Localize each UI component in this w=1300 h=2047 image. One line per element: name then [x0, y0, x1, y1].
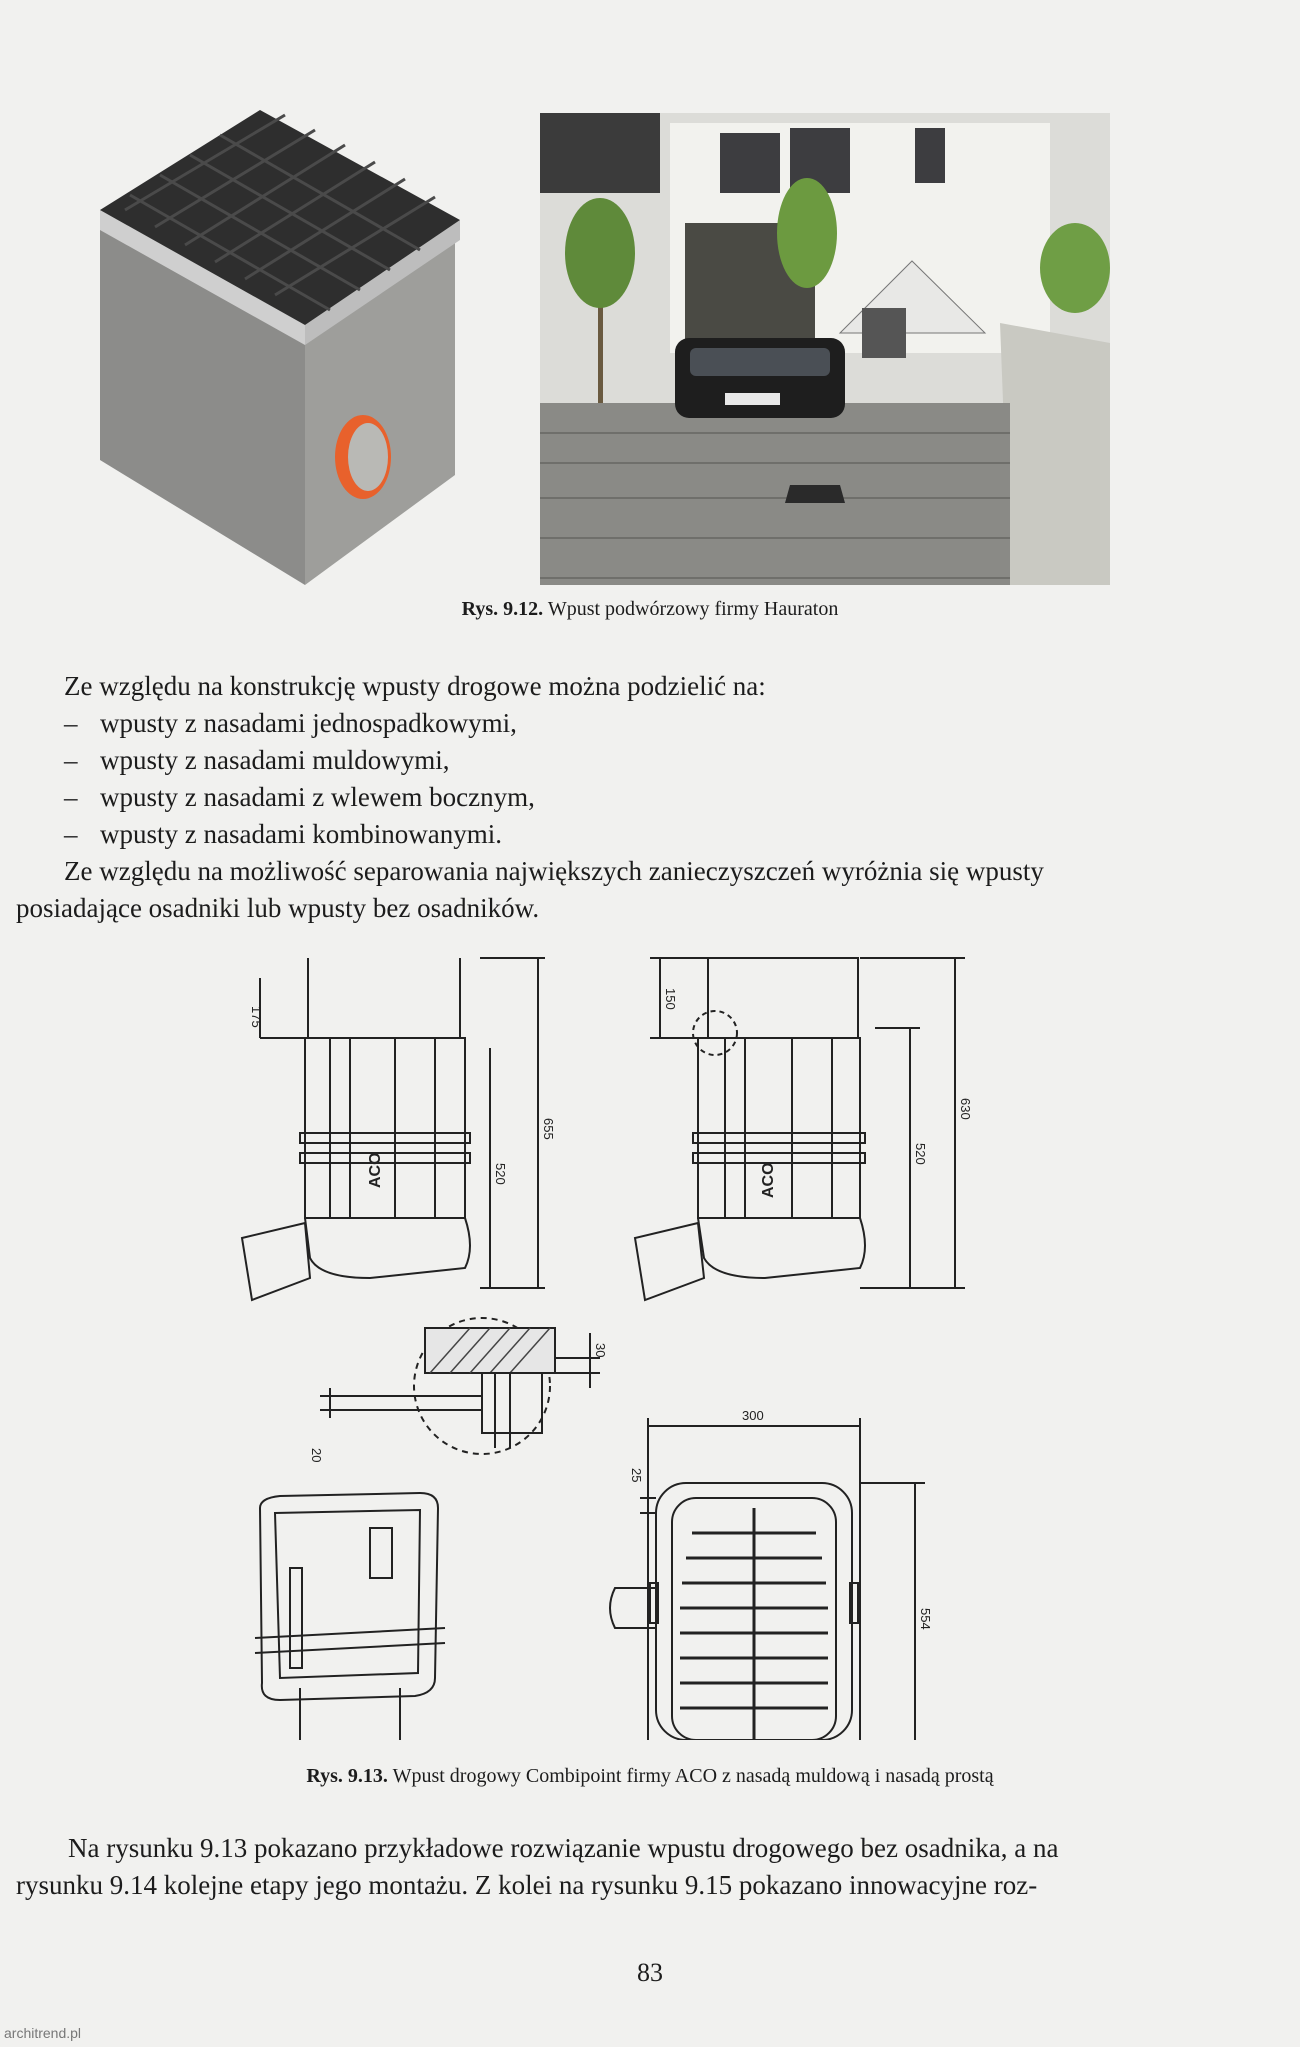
closing-paragraph [16, 1830, 1192, 1904]
list-item-text: wpusty z nasadami muldowymi, [100, 745, 450, 775]
list-dash: – [64, 782, 78, 812]
dim-left-top: 175 [249, 1006, 264, 1028]
list-item [16, 779, 1192, 816]
dim-grate-height: 554 [918, 1608, 933, 1630]
gully-box-render [85, 105, 465, 590]
list-item [16, 742, 1192, 779]
figure-9-12-caption [0, 598, 1300, 621]
list-dash: – [64, 819, 78, 849]
figure-9-13-caption [0, 1765, 1300, 1788]
figure-label: Rys. 9.12. [461, 598, 544, 620]
gully-right-drawing [635, 958, 973, 1300]
list-dash: – [64, 745, 78, 775]
list-item [16, 816, 1192, 853]
grate-top-view-drawing [610, 1408, 933, 1740]
dim-right-total: 630 [958, 1098, 973, 1120]
dim-left-total: 655 [541, 1118, 556, 1140]
list-dash: – [64, 708, 78, 738]
figure-caption-text: Wpust drogowy Combipoint firmy ACO z nasadą muldową i nasadą prostą [392, 1765, 994, 1787]
brand-right: ACO [760, 1162, 777, 1198]
paragraph-separation-line2: posiadające osadniki lub wpusty bez osadników. [16, 893, 540, 923]
figure-caption-text: Wpust podwórzowy firmy Hauraton [547, 598, 839, 620]
dim-right-top: 150 [663, 988, 678, 1010]
dim-right-inner: 520 [913, 1143, 928, 1165]
list-item-text: wpusty z nasadami kombinowanymi. [100, 819, 502, 849]
dim-grate-offset: 25 [629, 1468, 644, 1483]
list-item-text: wpusty z nasadami z wlewem bocznym, [100, 782, 535, 812]
figure-label: Rys. 9.13. [306, 1765, 388, 1787]
closing-line1: Na rysunku 9.13 pokazano przykładowe rozwiązanie wpustu drogowego bez osadnika, a na [68, 1833, 1059, 1863]
brand-left: ACO [367, 1152, 384, 1188]
dim-grate-width: 300 [742, 1408, 764, 1423]
dim-detail-a: 30 [593, 1343, 608, 1358]
page-number: 83 [637, 1958, 663, 1987]
body-text [16, 668, 1192, 927]
courtyard-photo [540, 113, 1110, 585]
perspective-box-drawing [255, 1493, 445, 1740]
paragraph-intro: Ze względu na konstrukcję wpusty drogowe można podzielić na: [64, 671, 766, 701]
figure-9-12 [85, 105, 1125, 590]
dim-left-inner: 520 [493, 1163, 508, 1185]
paragraph-separation-line1: Ze względu na możliwość separowania największych zanieczyszczeń wyróżnia się wpusty [64, 856, 1044, 886]
dim-detail-b: 20 [309, 1448, 324, 1463]
figure-9-13-drawings [220, 948, 1000, 1740]
closing-line2: rysunku 9.14 kolejne etapy jego montażu. Z kolei na rysunku 9.15 pokazano innowacyjne roz- [16, 1870, 1038, 1900]
list-item-text: wpusty z nasadami jednospadkowymi, [100, 708, 517, 738]
gully-left-drawing [242, 958, 556, 1300]
list-item [16, 705, 1192, 742]
watermark: architrend.pl [4, 2025, 82, 2041]
joint-detail-drawing [309, 1318, 608, 1462]
